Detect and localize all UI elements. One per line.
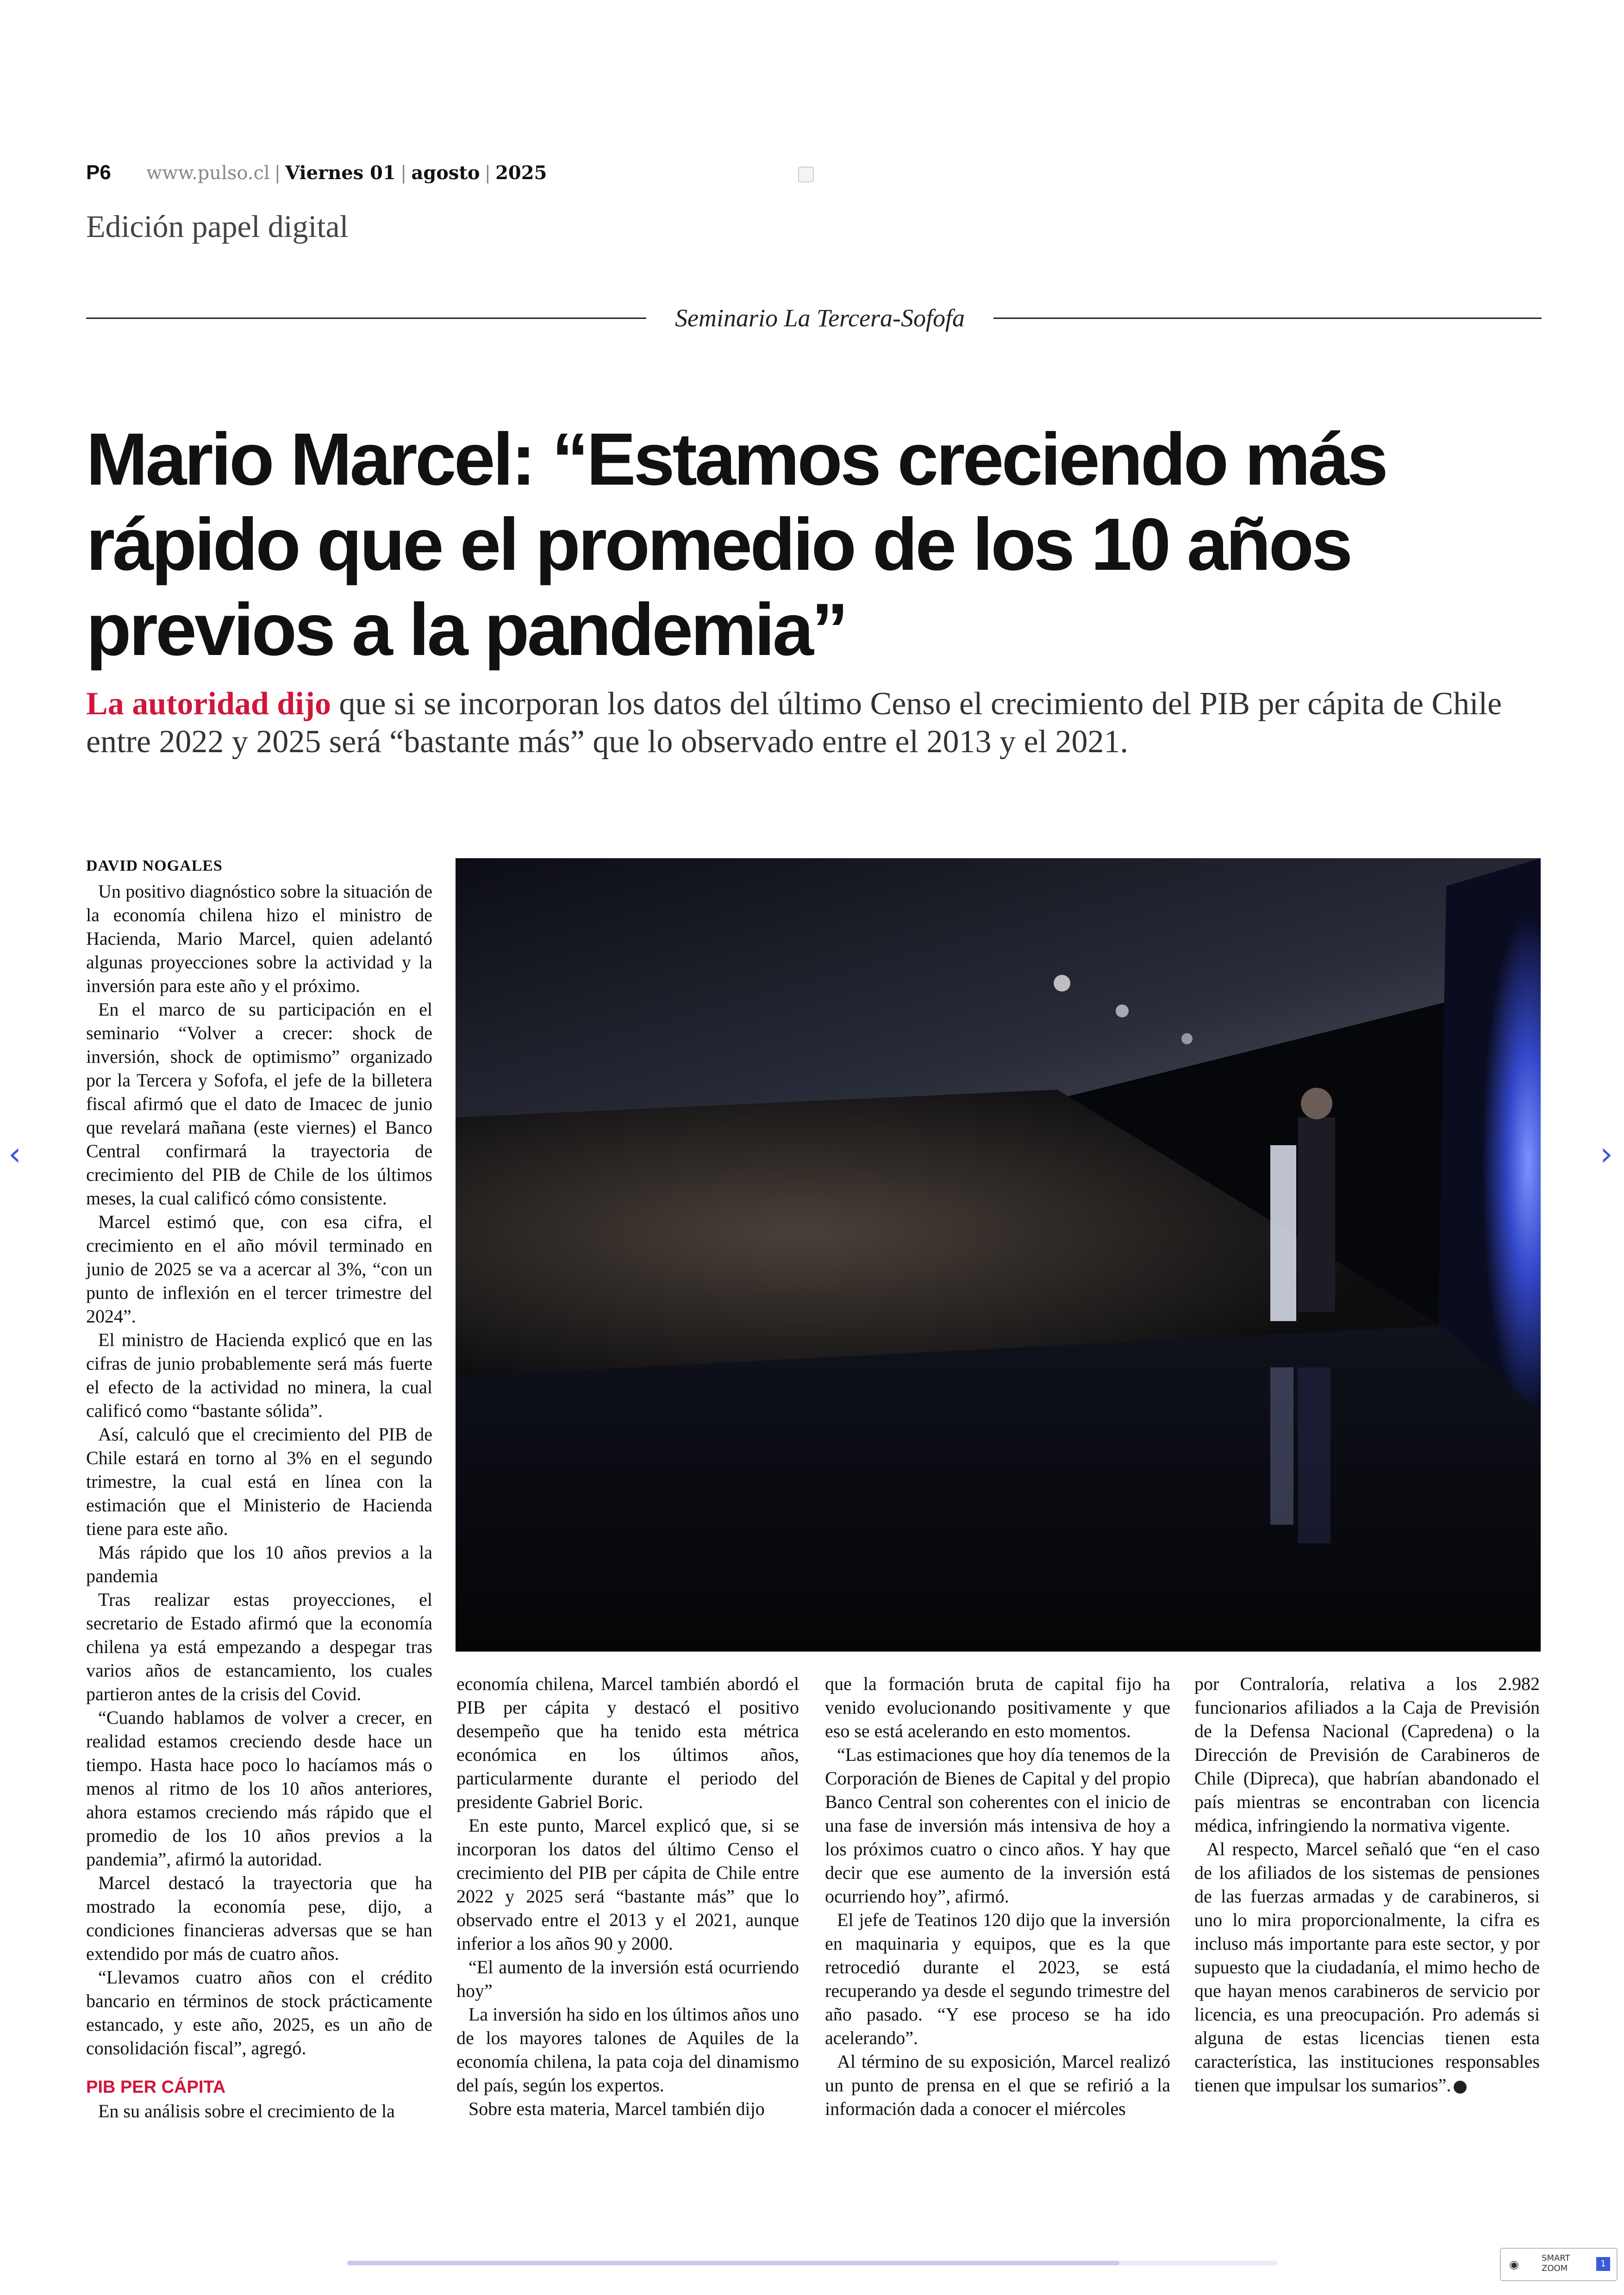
- edition-label: Edición papel digital: [86, 209, 349, 244]
- chevron-right-icon[interactable]: ›: [1600, 1135, 1613, 1173]
- byline: DAVID NOGALES: [86, 857, 223, 874]
- column-1: [86, 879, 432, 2123]
- chevron-left-icon[interactable]: ‹: [8, 1135, 21, 1173]
- section-rule-left: [86, 318, 646, 319]
- paragraph: por Contraloría, relativa a los 2.982 funcionarios afiliados a la Caja de Previsión de la Defensa Nacional (Capredena) o la Dirección de Previsión de Carabineros de Chile (Dipreca), que habrían abandonado el país mientras se encontraban con licencia médica, infringiendo la normativa vigente.: [1194, 1673, 1540, 1836]
- paragraph: Al respecto, Marcel señaló que “en el caso de los afiliados de los sistemas de pensiones de las fuerzas armadas y de carabineros, si uno lo mira proporcionalmente, la cifra es incluso más importante para este sector, y por supuesto que la ciudadanía, el mimo hecho de que hayan menos carabineros de servicio por licencia, es una preocupación. Pro además si alguna de estas licencias tienen esta característica, las instituciones responsables tienen que impulsar los sumarios”.: [1194, 1839, 1540, 2095]
- paragraph: En este punto, Marcel explicó que, si se incorporan los datos del último Censo el crecimiento del PIB per cápita de Chile entre 2022 y 2025 será “bastante más” que lo observado entre el 2013 y el 2021, aunque inferior a los años 90 y 2000.: [456, 1815, 799, 1954]
- paragraph: Un positivo diagnóstico sobre la situación de la economía chilena hizo el ministro de Hacienda, Mario Marcel, quien adelantó algunas proyecciones sobre la actividad y la inversión para este año y el próximo.: [86, 881, 432, 996]
- inline-subhead: Más rápido que los 10 años previos a la pandemia: [86, 1542, 432, 1586]
- smart-zoom-label: SMART: [1542, 2253, 1570, 2263]
- headline: Mario Marcel: “Estamos creciendo más rápido que el promedio de los 10 años previos a la pandemia”: [86, 418, 1386, 671]
- paragraph: Al término de su exposición, Marcel realizó un punto de prensa en el que se refirió a la información dada a conocer el miércoles: [825, 2051, 1170, 2119]
- paragraph: El ministro de Hacienda explicó que en las cifras de junio probablemente será más fuerte el efecto de la actividad no minera, la cual calificó como “bastante sólida”.: [86, 1329, 432, 1421]
- column-3: [825, 1672, 1170, 2120]
- article-photo: [456, 858, 1541, 1652]
- column-2: [456, 1672, 799, 2120]
- paragraph: En el marco de su participación en el seminario “Volver a crecer: shock de inversión, shock de optimismo” organizado por la Tercera y Sofofa, el jefe de la billetera fiscal afirmó que el dato de Imacec de junio que revelará mañana (este viernes) el Banco Central confirmará la trayectoria de crecimiento del PIB de Chile de los últimos meses, la cual calificó cómo consistente.: [86, 999, 432, 1209]
- smart-zoom-label-2: ZOOM: [1542, 2264, 1568, 2273]
- paragraph: En su análisis sobre el crecimiento de la: [98, 2101, 395, 2121]
- paragraph: economía chilena, Marcel también abordó el PIB per cápita y destacó el positivo desempeño que ha tenido esta métrica económica en los últimos años, particularmente durante el periodo del presidente Gabriel Boric.: [456, 1673, 799, 1812]
- dek-lead: La autoridad dijo: [86, 686, 331, 722]
- paragraph: Tras realizar estas proyecciones, el secretario de Estado afirmó que la economía chilena ya está empezando a despegar tras varios años de estancamiento, los cuales partieron antes de la crisis del Covid.: [86, 1589, 432, 1704]
- eye-icon: ◉: [1509, 2258, 1519, 2271]
- paragraph: El jefe de Teatinos 120 dijo que la inversión en maquinaria y equipos, que es la que retrocedió durante el 2023, se está recuperando ya desde el segundo trimestre del año pasado. “Y ese proceso se ha ido acelerando”.: [825, 1909, 1170, 2048]
- header-weekday: Viernes 01: [285, 162, 396, 184]
- section-label: Seminario La Tercera-Sofofa: [675, 304, 965, 332]
- paragraph: La inversión ha sido en los últimos años uno de los mayores talones de Aquiles de la economía chilena, la pata coja del dinamismo del país, según los expertos.: [456, 2004, 799, 2095]
- site-url: www.pulso.cl: [146, 162, 270, 184]
- paragraph: “Llevamos cuatro años con el crédito bancario en términos de stock prácticamente estancado, y este año, 2025, es un año de consolidación fiscal”, agregó.: [86, 1967, 432, 2058]
- smart-zoom-button[interactable]: [1500, 2248, 1618, 2281]
- header-month: agosto: [411, 162, 480, 184]
- paragraph: Sobre esta materia, Marcel también dijo: [468, 2098, 765, 2119]
- header-year: 2025: [495, 162, 547, 184]
- inline-subhead: “El aumento de la inversión está ocurriendo hoy”: [456, 1957, 799, 2001]
- paragraph: “Cuando hablamos de volver a crecer, en realidad estamos creciendo desde hace un tiempo. Hasta hace poco lo hacíamos más o menos al ritmo de los 10 años anteriores, ahora estamos creciendo más rápido que el promedio de los 10 años previos a la pandemia”, afirmó la autoridad.: [86, 1707, 432, 1870]
- dek: [86, 685, 1549, 761]
- column-4: [1194, 1672, 1540, 2097]
- page-marker-icon: [798, 167, 814, 182]
- section-rule-right: [993, 318, 1542, 319]
- paragraph: Marcel destacó la trayectoria que ha mostrado la economía pese, dijo, a condiciones financieras adversas que se han extendido por más de cuatro años.: [86, 1872, 432, 1964]
- paragraph: que la formación bruta de capital fijo ha venido evolucionando positivamente y que eso se está acelerando en esto momentos.: [825, 1673, 1170, 1741]
- paragraph: Marcel estimó que, con esa cifra, el crecimiento en el año móvil terminado en junio de 2025 se va a acercar al 3%, “con un punto de inflexión en el tercer trimestre del 2024”.: [86, 1211, 432, 1327]
- dek-text: que si se incorporan los datos del último Censo el crecimiento del PIB per cápita de Chile entre 2022 y 2025 será “bastante más” que lo observado entre el 2013 y el 2021.: [86, 686, 1502, 760]
- page-progress-fill: [347, 2261, 1119, 2265]
- p-logo-icon: P: [86, 161, 100, 184]
- end-of-article-icon: [1454, 2081, 1467, 2094]
- paragraph: Así, calculó que el crecimiento del PIB de Chile estará en torno al 3% en el segundo trimestre, la cual está en línea con la estimación que el Ministerio de Hacienda tiene para este año.: [86, 1424, 432, 1539]
- header-dateline: www.pulso.cl | Viernes 01 | agosto | 2025: [146, 162, 547, 184]
- paragraph: “Las estimaciones que hoy día tenemos de la Corporación de Bienes de Capital y del propio Banco Central son coherentes con el inicio de una fase de inversión más intensiva de hoy a los próximos cuatro o cinco años. Y hay que decir que ese aumento de la inversión está ocurriendo hoy”, afirmó.: [825, 1744, 1170, 1907]
- page-number: P6: [86, 161, 111, 184]
- subhead-pib: PIB PER CÁPITA: [86, 2077, 226, 2097]
- zoom-badge: 1: [1596, 2257, 1610, 2271]
- photo-conference-scene: [456, 858, 1541, 1652]
